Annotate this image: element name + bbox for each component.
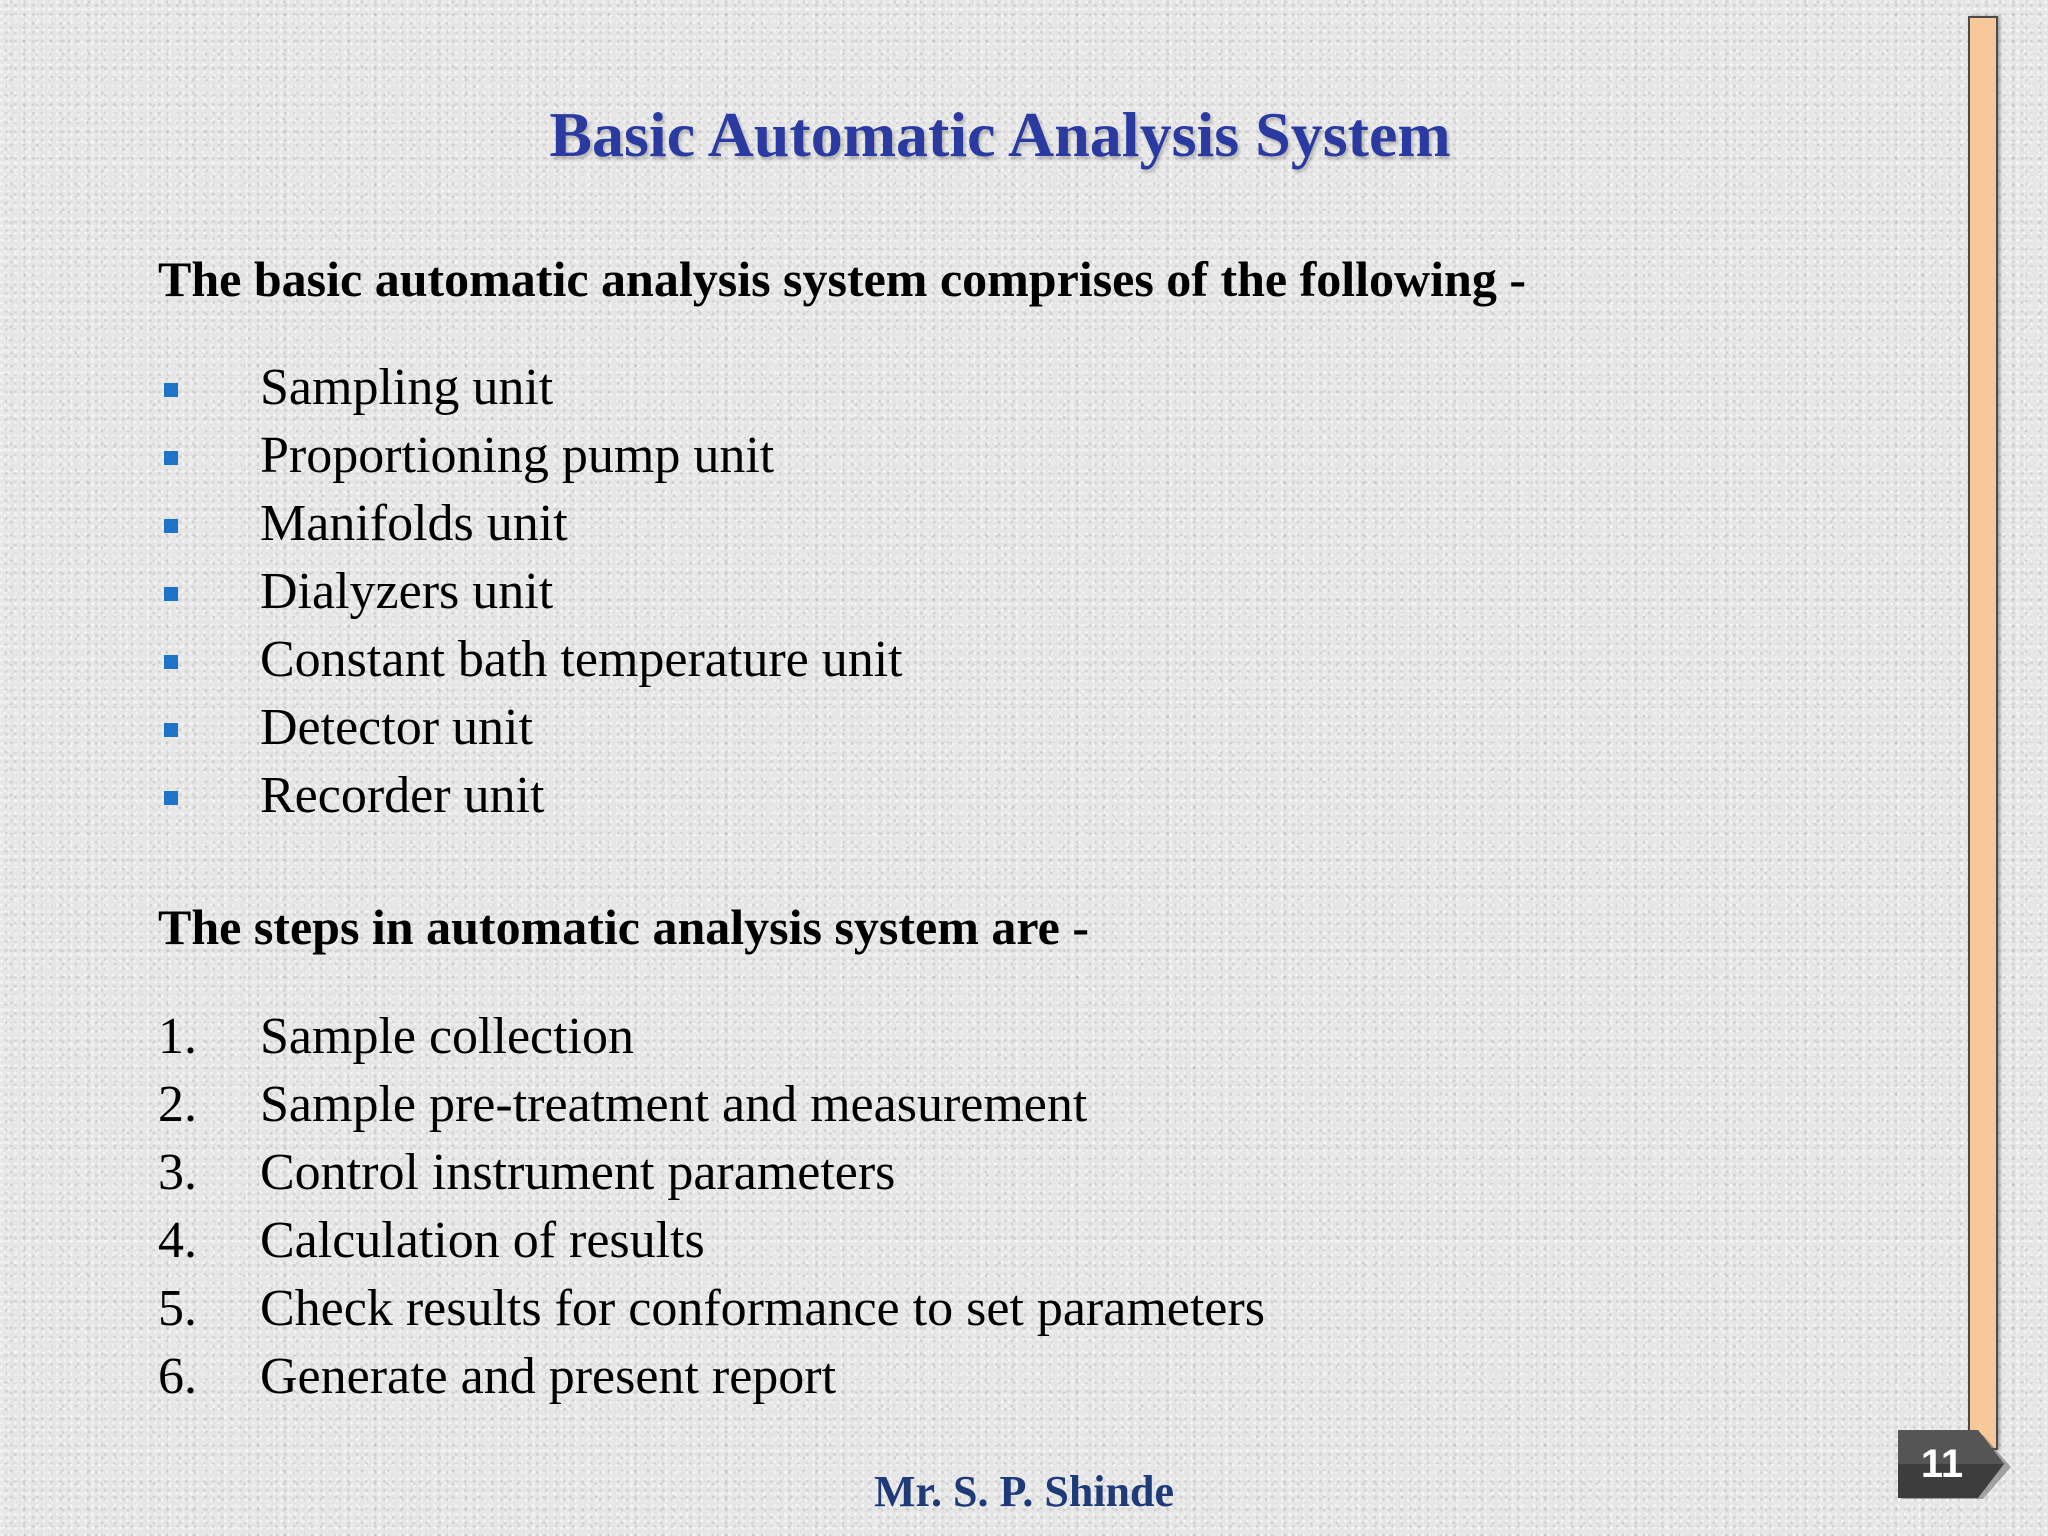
steps-list — [158, 1003, 1265, 1411]
list-item — [158, 1071, 1265, 1139]
side-decoration-bar — [1968, 16, 1998, 1450]
author-name: Mr. S. P. Shinde — [874, 1467, 1174, 1516]
square-bullet-icon — [164, 587, 178, 601]
square-bullet-icon — [164, 519, 178, 533]
step-number: 6. — [158, 1348, 197, 1405]
square-bullet-icon — [164, 383, 178, 397]
square-bullet-icon — [164, 791, 178, 805]
list-item — [158, 1139, 1265, 1207]
square-bullet-icon — [164, 451, 178, 465]
step-number: 5. — [158, 1280, 197, 1337]
step-number: 2. — [158, 1076, 197, 1133]
component-label: Manifolds unit — [260, 495, 568, 552]
list-item — [158, 558, 903, 626]
list-item — [158, 1207, 1265, 1275]
component-label: Detector unit — [260, 699, 533, 756]
step-number: 4. — [158, 1212, 197, 1269]
list-item — [158, 1003, 1265, 1071]
components-list — [158, 354, 903, 830]
component-label: Dialyzers unit — [260, 563, 554, 620]
step-label: Control instrument parameters — [260, 1144, 896, 1201]
page-number: 11 — [1920, 1442, 1964, 1486]
list-item — [158, 422, 903, 490]
step-label: Generate and present report — [260, 1348, 837, 1405]
step-label: Sample pre-treatment and measurement — [260, 1076, 1088, 1133]
square-bullet-icon — [164, 723, 178, 737]
component-label: Constant bath temperature unit — [260, 631, 903, 688]
list-item — [158, 694, 903, 762]
component-label: Sampling unit — [260, 359, 554, 416]
step-number: 1. — [158, 1008, 197, 1065]
step-label: Sample collection — [260, 1008, 635, 1065]
list-item — [158, 354, 903, 422]
component-label: Recorder unit — [260, 767, 545, 824]
list-item — [158, 490, 903, 558]
component-label: Proportioning pump unit — [260, 427, 775, 484]
step-number: 3. — [158, 1144, 197, 1201]
components-heading: The basic automatic analysis system comprises of the following - — [158, 251, 1526, 307]
step-label: Check results for conformance to set parameters — [260, 1280, 1265, 1337]
list-item — [158, 762, 903, 830]
step-label: Calculation of results — [260, 1212, 705, 1269]
list-item — [158, 626, 903, 694]
square-bullet-icon — [164, 655, 178, 669]
list-item — [158, 1275, 1265, 1343]
slide-title: Basic Automatic Analysis System — [549, 99, 1451, 170]
steps-heading: The steps in automatic analysis system are - — [158, 899, 1090, 955]
list-item — [158, 1343, 1265, 1411]
